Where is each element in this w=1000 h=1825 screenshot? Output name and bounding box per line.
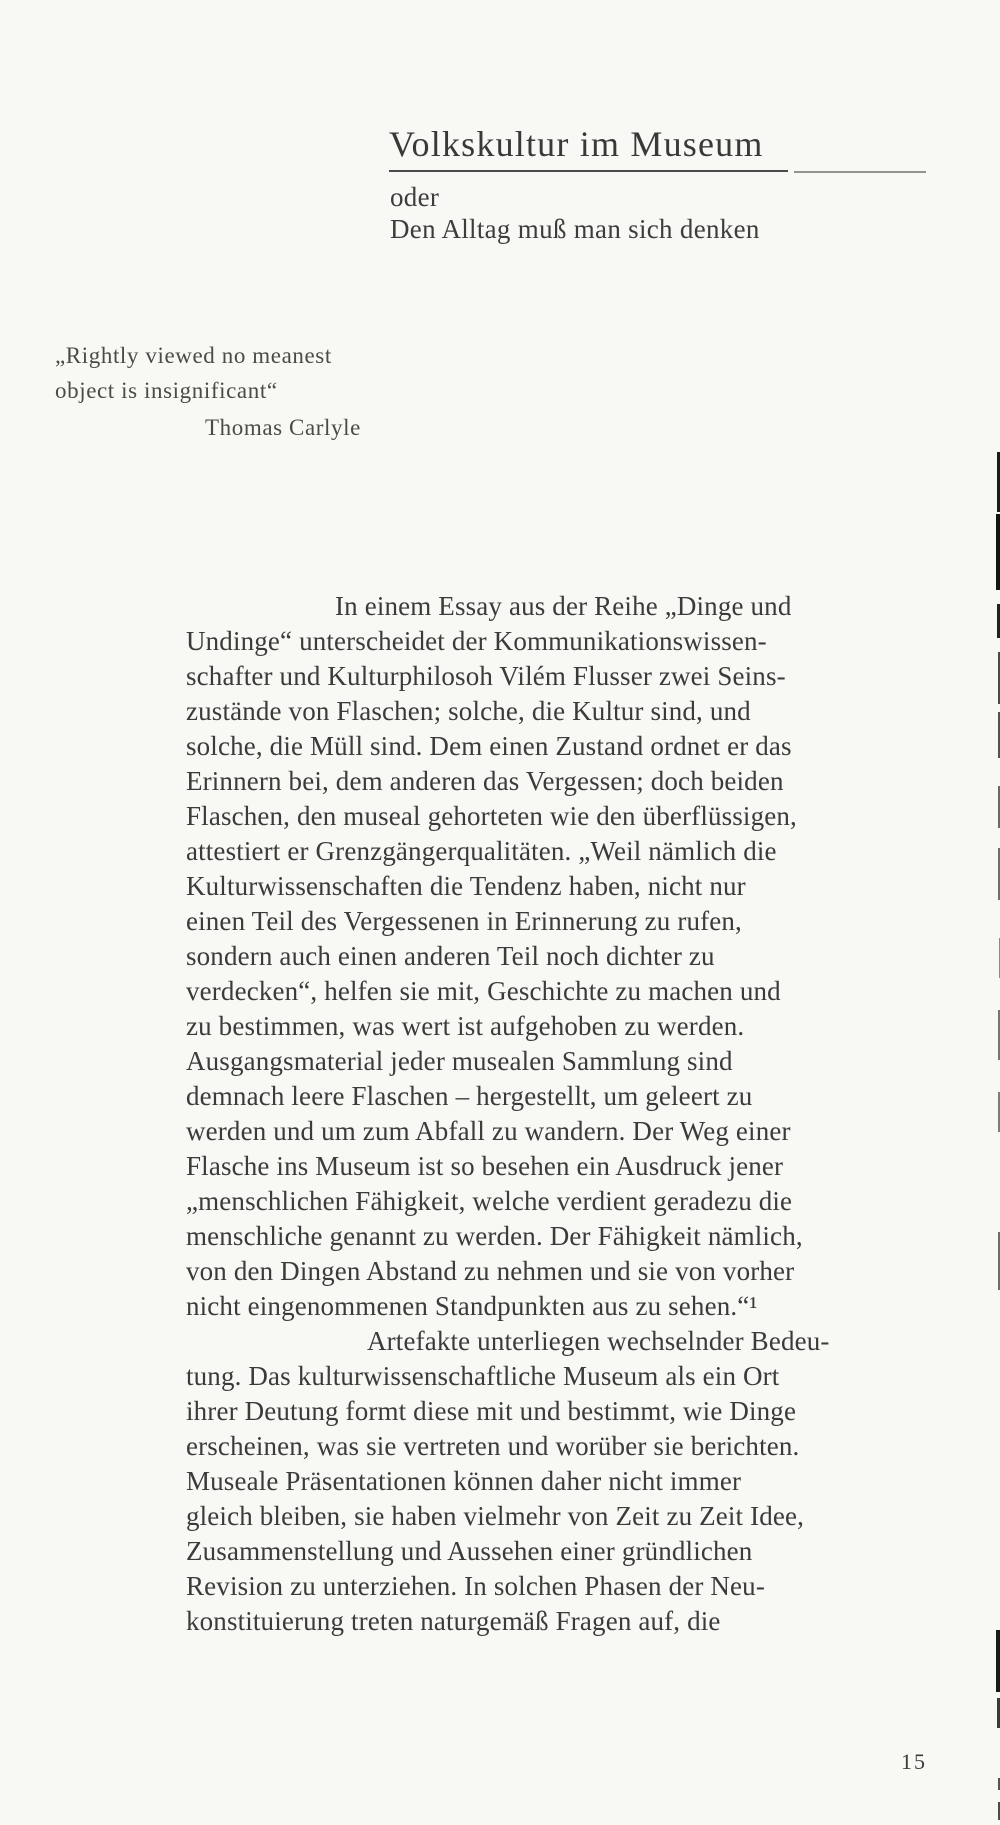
body-line: Zusammenstellung und Aussehen einer gründlichen [186, 1536, 753, 1566]
body-line: menschliche genannt zu werden. Der Fähigkeit nämlich, [186, 1221, 803, 1251]
scan-edge-artifact [996, 514, 1000, 590]
body-line: erscheinen, was sie vertreten und worüber sie berichten. [186, 1431, 800, 1461]
body-line: ihrer Deutung formt diese mit und bestimmt, wie Dinge [186, 1396, 797, 1426]
body-line: zustände von Flaschen; solche, die Kultur sind, und [186, 696, 751, 726]
subtitle-line: Den Alltag muß man sich denken [390, 214, 760, 244]
body-line: In einem Essay aus der Reihe „Dinge und [335, 591, 792, 621]
body-line: konstituierung treten naturgemäß Fragen auf, die [186, 1606, 721, 1636]
body-line: Flasche ins Museum ist so besehen ein Ausdruck jener [186, 1151, 784, 1181]
body-line: einen Teil des Vergessenen in Erinnerung zu rufen, [186, 906, 742, 936]
body-line: solche, die Müll sind. Dem einen Zustand ordnet er das [186, 731, 792, 761]
body-line: Kulturwissenschaften die Tendenz haben, nicht nur [186, 871, 746, 901]
body-line: Revision zu unterziehen. In solchen Phasen der Neu- [186, 1571, 765, 1601]
body-line: Erinnern bei, dem anderen das Vergessen; doch beiden [186, 766, 784, 796]
body-line: attestiert er Grenzgängerqualitäten. „Weil nämlich die [186, 836, 777, 866]
body-line: Artefakte unterliegen wechselnder Bedeu- [367, 1326, 830, 1356]
subtitle-line: oder [390, 182, 440, 212]
body-line: sondern auch einen anderen Teil noch dichter zu [186, 941, 715, 971]
body-line: werden und um zum Abfall zu wandern. Der Weg einer [186, 1116, 791, 1146]
body-line: Flaschen, den museal gehorteten wie den überflüssigen, [186, 801, 797, 831]
body-line: verdecken“, helfen sie mit, Geschichte zu machen und [186, 976, 781, 1006]
title-underline-extension [794, 171, 926, 173]
page-title: Volkskultur im Museum [389, 124, 764, 164]
body-line: nicht eingenommenen Standpunkten aus zu sehen.“¹ [186, 1291, 758, 1321]
paragraph [186, 1324, 896, 1639]
body-line: tung. Das kulturwissenschaftliche Museum als ein Ort [186, 1361, 780, 1391]
body-line: Museale Präsentationen können daher nicht immer [186, 1466, 742, 1496]
body-line: schafter und Kulturphilosoh Vilém Flusser zwei Seins- [186, 661, 786, 691]
body-line: von den Dingen Abstand zu nehmen und sie von vorher [186, 1256, 795, 1286]
body-line: „menschlichen Fähigkeit, welche verdient geradezu die [186, 1186, 793, 1216]
paragraph [186, 589, 896, 1324]
body-line: demnach leere Flaschen – hergestellt, um geleert zu [186, 1081, 753, 1111]
body-text [186, 589, 896, 1639]
epigraph-line: „Rightly viewed no meanest [55, 343, 332, 368]
body-line: Undinge“ unterscheidet der Kommunikationswissen- [186, 626, 767, 656]
epigraph-attribution: Thomas Carlyle [205, 415, 361, 440]
body-line: zu bestimmen, was wert ist aufgehoben zu werden. [186, 1011, 745, 1041]
body-line: gleich bleiben, sie haben vielmehr von Zeit zu Zeit Idee, [186, 1501, 805, 1531]
epigraph-line: object is insignificant“ [55, 378, 278, 403]
scan-edge-artifact [996, 1630, 1000, 1692]
body-line: Ausgangsmaterial jeder musealen Sammlung sind [186, 1046, 733, 1076]
title-underline [389, 170, 788, 172]
page-number: 15 [901, 1749, 927, 1774]
